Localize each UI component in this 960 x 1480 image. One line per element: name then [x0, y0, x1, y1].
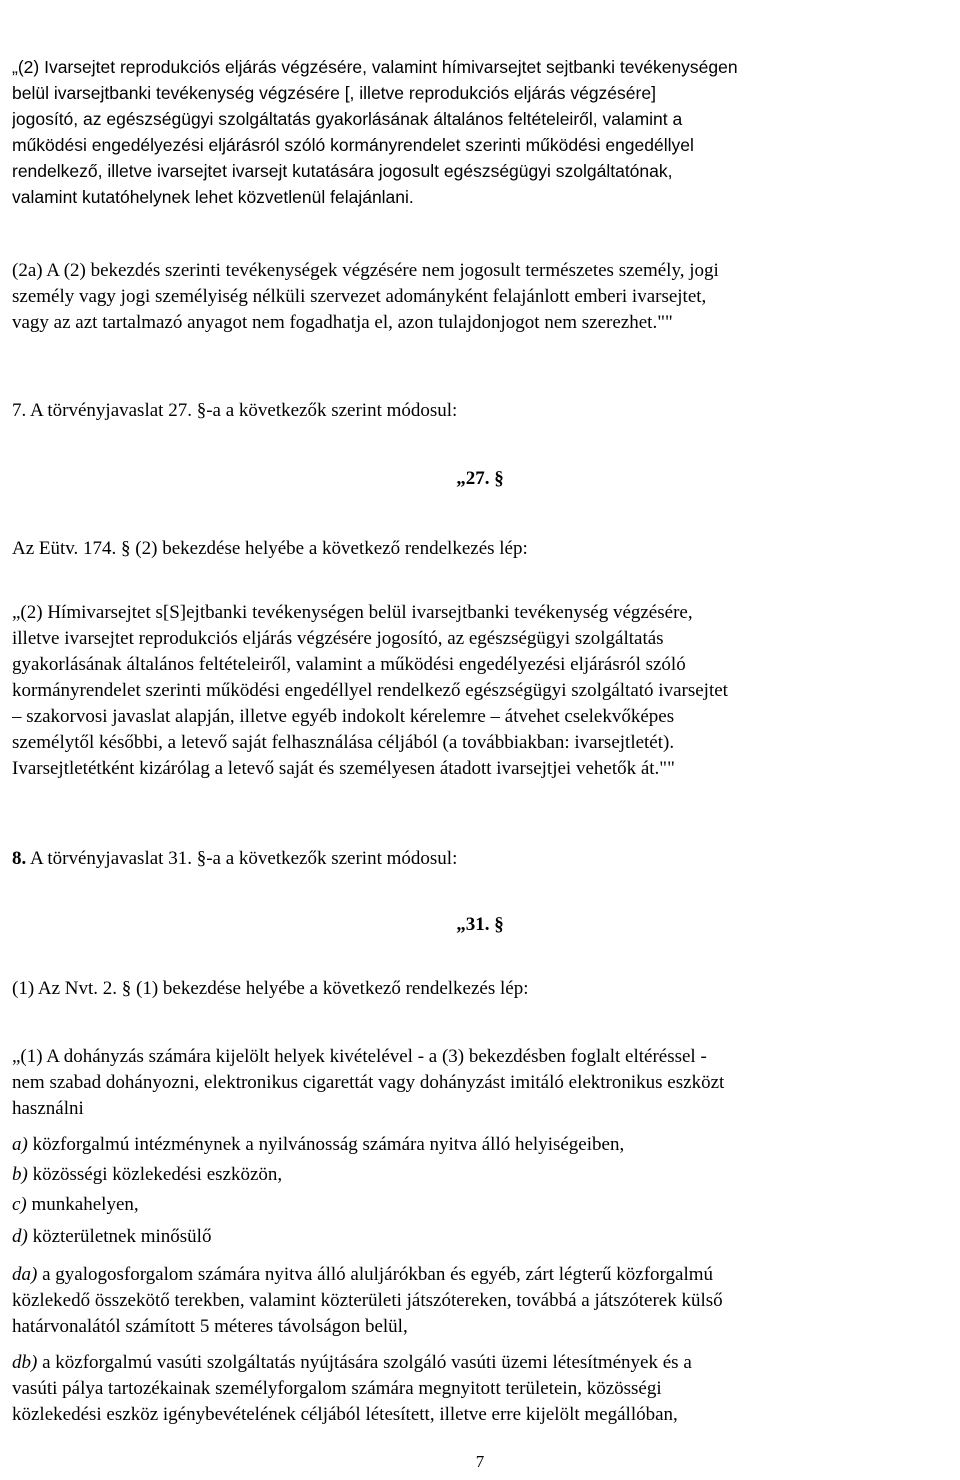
text-line: gyakorlásának általános feltételeiről, valamint a működési engedélyezési eljárásról szóló	[12, 654, 686, 675]
amendment-heading-8	[12, 846, 457, 872]
list-item-da	[12, 1262, 898, 1340]
text-line: használni	[12, 1098, 84, 1119]
text-line: „(2) Hímivarsejtet s[S]ejtbanki tevékenységen belül ivarsejtbanki tevékenység végzésére,	[12, 602, 693, 623]
section-title-31: „31. §	[456, 914, 504, 935]
item-letter: b)	[12, 1164, 28, 1185]
text-line: „(2) Ivarsejtet reprodukciós eljárás végzésére, valamint hímivarsejtet sejtbanki tevékenységen	[12, 57, 738, 77]
text-line: illetve ivarsejtet reprodukciós eljárás végzésére jogosító, az egészségügyi szolgáltatás	[12, 628, 664, 649]
text-line: működési engedélyezési eljárásról szóló kormányrendelet szerinti működési engedéllyel	[12, 135, 694, 155]
text-line: „(1) A dohányzás számára kijelölt helyek kivételével - a (3) bekezdésben foglalt eltéréssel -	[12, 1046, 707, 1067]
amendment-heading-7: 7. A törvényjavaslat 27. §-a a következők szerint módosul:	[12, 400, 458, 421]
item-letter: da)	[12, 1264, 38, 1285]
item-text: közösségi közlekedési eszközön,	[32, 1164, 283, 1185]
text-line: nem szabad dohányozni, elektronikus cigarettát vagy dohányzást imitáló elektronikus eszközt	[12, 1072, 725, 1093]
item-text: munkahelyen,	[31, 1194, 139, 1215]
text-line: személytől későbbi, a letevő saját felhasználása céljából (a továbbiakban: ivarsejtletét).	[12, 732, 675, 753]
text-line: (2a) A (2) bekezdés szerinti tevékenységek végzésére nem jogosult természetes személy, jogi	[12, 260, 719, 281]
heading-text: A törvényjavaslat 31. §-a a következők szerint módosul:	[29, 848, 458, 869]
paragraph-2a	[12, 258, 898, 336]
page-number: 7	[475, 1452, 485, 1471]
text-line: közlekedő összekötő terekben, valamint közterületi játszótereken, továbbá a játszóterek külső	[12, 1290, 723, 1311]
text-line	[12, 1262, 898, 1288]
text-line: belül ivarsejtbanki tevékenység végzésére [, illetve reprodukciós eljárás végzésére]	[12, 83, 656, 103]
list-item-a	[12, 1132, 624, 1158]
text-line: Ivarsejtletétként kizárólag a letevő saját és személyesen átadott ivarsejtjei vehetők át.""	[12, 758, 675, 779]
text-line: határvonalától számított 5 méteres távolságon belül,	[12, 1316, 408, 1337]
list-item-b	[12, 1162, 282, 1188]
text-line: vagy az azt tartalmazó anyagot nem fogadhatja el, azon tulajdonjogot nem szerezhet.""	[12, 312, 673, 333]
text-line: rendelkező, illetve ivarsejtet ivarsejt kutatására jogosult egészségügyi szolgáltatónak,	[12, 161, 673, 181]
list-item-db	[12, 1350, 898, 1428]
item-letter: d)	[12, 1226, 28, 1247]
list-item-c	[12, 1192, 139, 1218]
item-text: a gyalogosforgalom számára nyitva álló aluljárókban és egyéb, zárt légterű közforgalmú	[42, 1264, 713, 1285]
item-text: közforgalmú intézménynek a nyilvánosság számára nyitva álló helyiségeiben,	[32, 1134, 625, 1155]
heading-number: 8.	[12, 848, 27, 869]
paragraph-2	[12, 54, 898, 210]
paragraph-31-1	[12, 1044, 898, 1122]
item-letter: a)	[12, 1134, 28, 1155]
text-line: valamint kutatóhelynek lehet közvetlenül felajánlani.	[12, 187, 414, 207]
text-line: – szakorvosi javaslat alapján, illetve egyéb indokolt kérelemre – átvehet cselekvőképes	[12, 706, 675, 727]
text-line: jogosító, az egészségügyi szolgáltatás gyakorlásának általános feltételeiről, valamint a	[12, 109, 683, 129]
item-text: közterületnek minősülő	[32, 1226, 212, 1247]
text-line: kormányrendelet szerinti működési engedéllyel rendelkező egészségügyi szolgáltató ivarsejtet	[12, 680, 728, 701]
lead-line-31: (1) Az Nvt. 2. § (1) bekezdése helyébe a következő rendelkezés lép:	[12, 978, 529, 999]
text-line: személy vagy jogi személyiség nélküli szervezet adományként felajánlott emberi ivarsejtet,	[12, 286, 707, 307]
text-line: közlekedési eszköz igénybevételének céljából létesített, illetve erre kijelölt megállóban,	[12, 1404, 678, 1425]
section-title-27: „27. §	[456, 468, 504, 489]
paragraph-27-2	[12, 600, 898, 782]
list-item-d	[12, 1224, 211, 1250]
lead-line-27: Az Eütv. 174. § (2) bekezdése helyébe a következő rendelkezés lép:	[12, 538, 528, 559]
item-letter: c)	[12, 1194, 27, 1215]
text-line: vasúti pálya tartozékainak személyforgalom számára megnyitott területein, közösségi	[12, 1378, 662, 1399]
item-letter: db)	[12, 1352, 38, 1373]
item-text: a közforgalmú vasúti szolgáltatás nyújtására szolgáló vasúti üzemi létesítmények és a	[42, 1352, 692, 1373]
text-line	[12, 1350, 898, 1376]
